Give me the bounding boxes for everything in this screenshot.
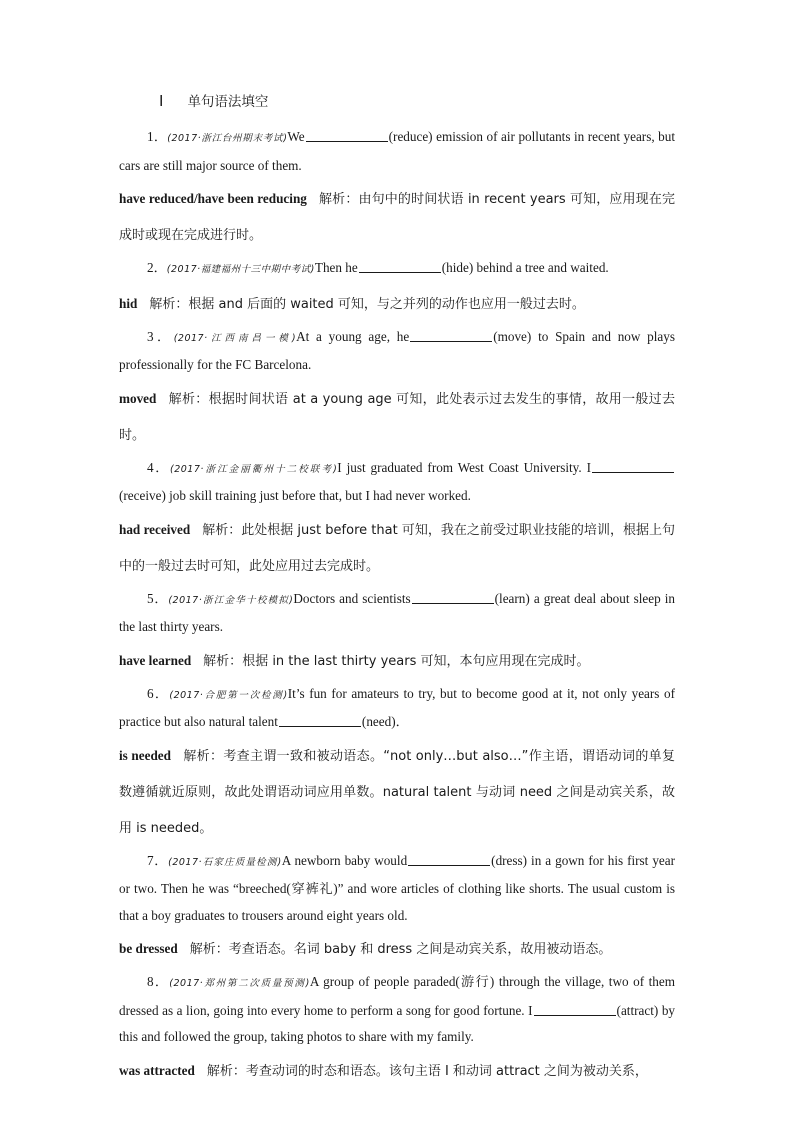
question-source: (2017·石家庄质量检测) bbox=[168, 856, 282, 868]
question bbox=[119, 681, 675, 736]
question-text-after: (reduce) emission of air pollutants in recent years, but cars are still major source of them. bbox=[119, 129, 676, 173]
answer-blank[interactable] bbox=[359, 259, 441, 273]
explanation-text: 由句中的时间状语 in recent years 可知，应用现在完成时或现在完成进行时。 bbox=[119, 192, 675, 243]
answer-explanation bbox=[119, 286, 675, 322]
answer-key: hid bbox=[119, 295, 138, 311]
answer-blank[interactable] bbox=[410, 328, 492, 342]
exercise-content bbox=[119, 92, 675, 1091]
section-number: Ⅰ bbox=[159, 94, 164, 110]
question-text-before: Then he bbox=[314, 260, 358, 275]
question-text-before: A group of people paraded(游行) through the village, two of them dressed as a lion, going into every home to perform a song for good fortune. I bbox=[119, 974, 675, 1018]
question-text-after: (move) to Spain and now plays professionally for the FC Barcelona. bbox=[119, 328, 676, 372]
question bbox=[119, 969, 675, 1051]
question-source: (2017·郑州第二次质量预测) bbox=[169, 978, 310, 989]
explanation-text: 根据 in the last thirty years 可知，本句应用现在完成时。 bbox=[242, 653, 590, 669]
question-source: (2017·福建福州十三中期中考试) bbox=[166, 264, 315, 275]
question-text-before: Doctors and scientists bbox=[293, 590, 411, 606]
question-number: 2． bbox=[147, 260, 167, 275]
answer-explanation bbox=[119, 512, 675, 584]
answer-blank[interactable] bbox=[408, 852, 490, 866]
question-source: (2017·浙江金丽衢州十二校联考) bbox=[169, 463, 338, 475]
answer-key: moved bbox=[119, 390, 157, 406]
explanation-label: 解析： bbox=[168, 391, 209, 407]
question-text-before: I just graduated from West Coast University. I bbox=[337, 459, 591, 475]
question-text-after: (attract) by this and followed the group, taking photos to share with my family. bbox=[119, 1002, 676, 1044]
question-text-after: (receive) job skill training just before that, but I had never worked. bbox=[119, 488, 471, 503]
answer-explanation bbox=[119, 181, 675, 253]
question-text-after: (hide) behind a tree and waited. bbox=[441, 260, 609, 275]
explanation-text: 根据时间状语 at a young age 可知，此处表示过去发生的事情，故用一般过去时。 bbox=[119, 391, 675, 443]
explanation-label: 解析： bbox=[318, 192, 359, 207]
answer-explanation bbox=[119, 738, 675, 846]
question-number: 1． bbox=[147, 129, 168, 144]
explanation-label: 解析： bbox=[206, 1063, 246, 1079]
question-source: (2017·江西南昌一模) bbox=[173, 332, 297, 344]
question bbox=[119, 324, 675, 379]
question bbox=[119, 455, 675, 510]
question-text-after: (learn) a great deal about sleep in the last thirty years. bbox=[119, 590, 675, 634]
answer-blank[interactable] bbox=[592, 459, 674, 473]
answer-explanation bbox=[119, 643, 675, 679]
answer-key: be dressed bbox=[119, 941, 178, 956]
question bbox=[119, 586, 675, 641]
answer-explanation bbox=[119, 381, 675, 453]
answer-blank[interactable] bbox=[306, 128, 388, 142]
explanation-label: 解析： bbox=[189, 942, 229, 957]
answer-key: have learned bbox=[119, 652, 192, 668]
explanation-text: 根据 and 后面的 waited 可知，与之并列的动作也应用一般过去时。 bbox=[188, 296, 585, 312]
question-text-before: It’s fun for amateurs to try, but to become good at it, not only years of practice but also natural talent bbox=[119, 685, 676, 729]
explanation-text: 考查语态。名词 baby 和 dress 之间是动宾关系，故用被动语态。 bbox=[228, 942, 612, 957]
answer-explanation bbox=[119, 1053, 675, 1089]
question-number: 5． bbox=[147, 590, 169, 606]
question-number: 3． bbox=[147, 328, 174, 344]
answer-blank[interactable] bbox=[279, 713, 361, 727]
exercise-list bbox=[119, 124, 675, 1089]
explanation-label: 解析： bbox=[203, 653, 243, 669]
explanation-label: 解析： bbox=[149, 296, 189, 312]
question-source: (2017·合肥第一次检测) bbox=[169, 689, 288, 701]
question-source: (2017·浙江金华十校模拟) bbox=[168, 594, 294, 606]
answer-blank[interactable] bbox=[412, 590, 494, 604]
question bbox=[119, 255, 675, 284]
explanation-label: 解析： bbox=[202, 522, 242, 538]
question-text-before: We bbox=[287, 129, 305, 144]
answer-blank[interactable] bbox=[534, 1002, 616, 1016]
question-text-before: At a young age, he bbox=[296, 328, 410, 344]
answer-key: is needed bbox=[119, 747, 171, 763]
question-source: (2017·浙江台州期末考试) bbox=[167, 133, 288, 144]
explanation-text: 此处根据 just before that 可知，我在之前受过职业技能的培训，根据上句中的一般过去时可知，此处应用过去完成时。 bbox=[119, 522, 675, 574]
section-title: 单句语法填空 bbox=[187, 94, 269, 110]
answer-key: had received bbox=[119, 521, 191, 537]
explanation-text: 考查动词的时态和语态。该句主语 I 和动词 attract 之间为被动关系， bbox=[245, 1063, 648, 1079]
question-number: 4． bbox=[147, 459, 170, 475]
question-number: 8． bbox=[147, 974, 170, 989]
question-text-after: (dress) in a gown for his first year or two. Then he was “breeched(穿裤礼)” and wore articles of clothing like shorts. The usual custom is that a boy graduates to trousers around eight years old. bbox=[119, 852, 676, 923]
explanation-text: 考查主谓一致和被动语态。“not only…but also…”作主语，谓语动词的单复数遵循就近原则，故此处谓语动词应用单数。natural talent 与动词 need 之间是动宾关系，故用 is needed。 bbox=[119, 748, 675, 836]
answer-explanation bbox=[119, 931, 675, 967]
section-heading bbox=[159, 92, 675, 112]
question-number: 6． bbox=[147, 685, 170, 701]
question-text-after: (need)． bbox=[361, 714, 409, 729]
answer-key: have reduced/have been reducing bbox=[119, 191, 307, 206]
explanation-label: 解析： bbox=[183, 748, 224, 764]
question bbox=[119, 848, 675, 930]
question-number: 7． bbox=[147, 852, 169, 868]
answer-key: was attracted bbox=[119, 1062, 195, 1078]
question bbox=[119, 124, 675, 179]
question-text-before: A newborn baby would bbox=[281, 852, 408, 868]
